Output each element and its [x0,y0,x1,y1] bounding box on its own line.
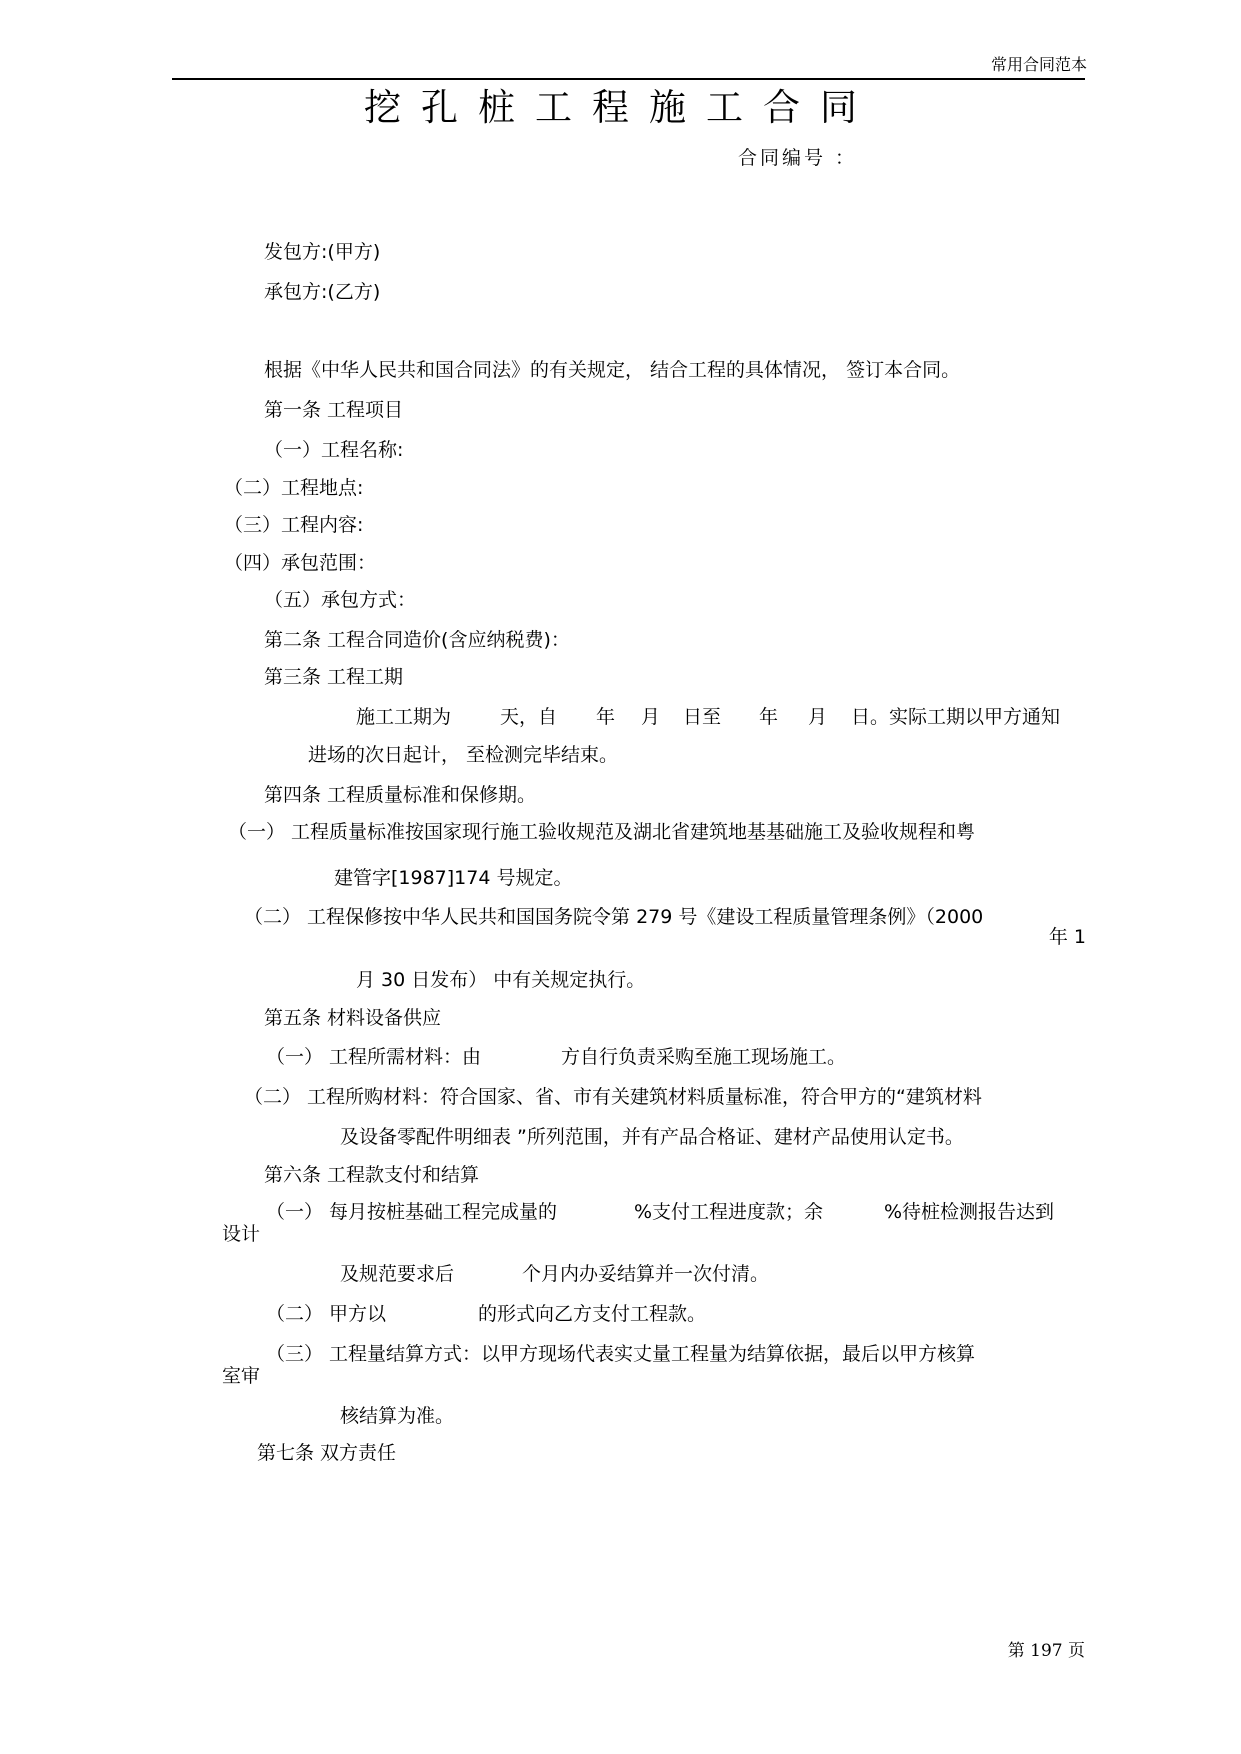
article-1-item-2: （二）工程地点: [224,477,364,499]
retention-percent: %待桩检测报告达到 [884,1201,1055,1223]
settlement-label: 及规范要求后 [340,1263,455,1285]
payment-form-rest: 的形式向乙方支付工程款。 [478,1303,707,1325]
article-3-line-2: 进场的次日起计， 至检测完毕结束。 [308,744,619,766]
article-4-item-2-wrap: 年 1 [1048,926,1086,948]
article-1-item-1: （一）工程名称: [264,439,404,461]
end-day-label: 日。实际工期以甲方通知 [851,706,1061,728]
materials-supplier-label: （一） 工程所需材料：由 [266,1046,482,1068]
days-from-label: 天，自 [500,706,558,728]
article-1-item-4: （四）承包范围： [224,552,377,574]
page-title: 挖孔桩工程施工合同 [364,86,877,129]
article-5-item-2: （二） 工程所购材料：符合国家、省、市有关建筑材料质量标准，符合甲方的“建筑材料 [244,1086,982,1108]
article-1-item-5: （五）承包方式： [264,589,417,611]
article-5-title: 第五条 材料设备供应 [264,1007,442,1029]
article-6-title: 第六条 工程款支付和结算 [264,1164,480,1186]
contract-number-label: 合同编号 ： [738,147,858,169]
article-4-item-2-cont: 月 30 日发布） 中有关规定执行。 [356,969,646,991]
header-label: 常用合同范本 [990,55,1087,74]
duration-label: 施工工期为 [356,706,452,728]
article-3-title: 第三条 工程工期 [264,666,404,688]
end-month-label: 月 [808,706,828,728]
end-year-label: 年 [759,706,779,728]
settlement-rest: 个月内办妥结算并一次付清。 [522,1263,770,1285]
article-4-item-1: （一） 工程质量标准按国家现行施工验收规范及湖北省建筑地基基础施工及验收规程和粤 [228,821,976,843]
article-2-title: 第二条 工程合同造价(含应纳税费)： [264,629,570,651]
start-year-label: 年 [596,706,616,728]
article-4-title: 第四条 工程质量标准和保修期。 [264,784,537,806]
start-day-label: 日至 [683,706,722,728]
progress-payment-percent: %支付工程进度款；余 [634,1201,824,1223]
article-5-item-2-cont: 及设备零配件明细表 ”所列范围，并有产品合格证、建材产品使用认定书。 [340,1126,964,1148]
progress-payment-label: （一） 每月按桩基础工程完成量的 [266,1201,558,1223]
article-6-item-1-wrap: 设计 [222,1223,261,1245]
start-month-label: 月 [641,706,661,728]
page-number: 第 197 页 [1007,1641,1085,1661]
article-4-item-1-cont: 建管字[1987]174 号规定。 [334,867,573,889]
article-1-title: 第一条 工程项目 [264,399,404,421]
payment-form-label: （二） 甲方以 [266,1303,387,1325]
employer-line: 发包方:(甲方) [264,241,381,263]
article-6-item-3: （三） 工程量结算方式：以甲方现场代表实丈量工程量为结算依据，最后以甲方核算 [266,1343,976,1365]
materials-supplier-rest: 方自行负责采购至施工现场施工。 [561,1046,847,1068]
preamble: 根据《中华人民共和国合同法》的有关规定， 结合工程的具体情况， 签订本合同。 [264,359,961,381]
header-divider [172,78,1085,80]
article-6-item-3-cont: 核结算为准。 [340,1405,455,1427]
article-6-item-3-wrap: 室审 [222,1365,261,1387]
article-1-item-3: （三）工程内容: [224,514,364,536]
article-7-title: 第七条 双方责任 [257,1442,397,1464]
contractor-line: 承包方:(乙方) [264,281,381,303]
article-4-item-2: （二） 工程保修按中华人民共和国国务院令第 279 号《建设工程质量管理条例》（2000 [244,906,984,928]
